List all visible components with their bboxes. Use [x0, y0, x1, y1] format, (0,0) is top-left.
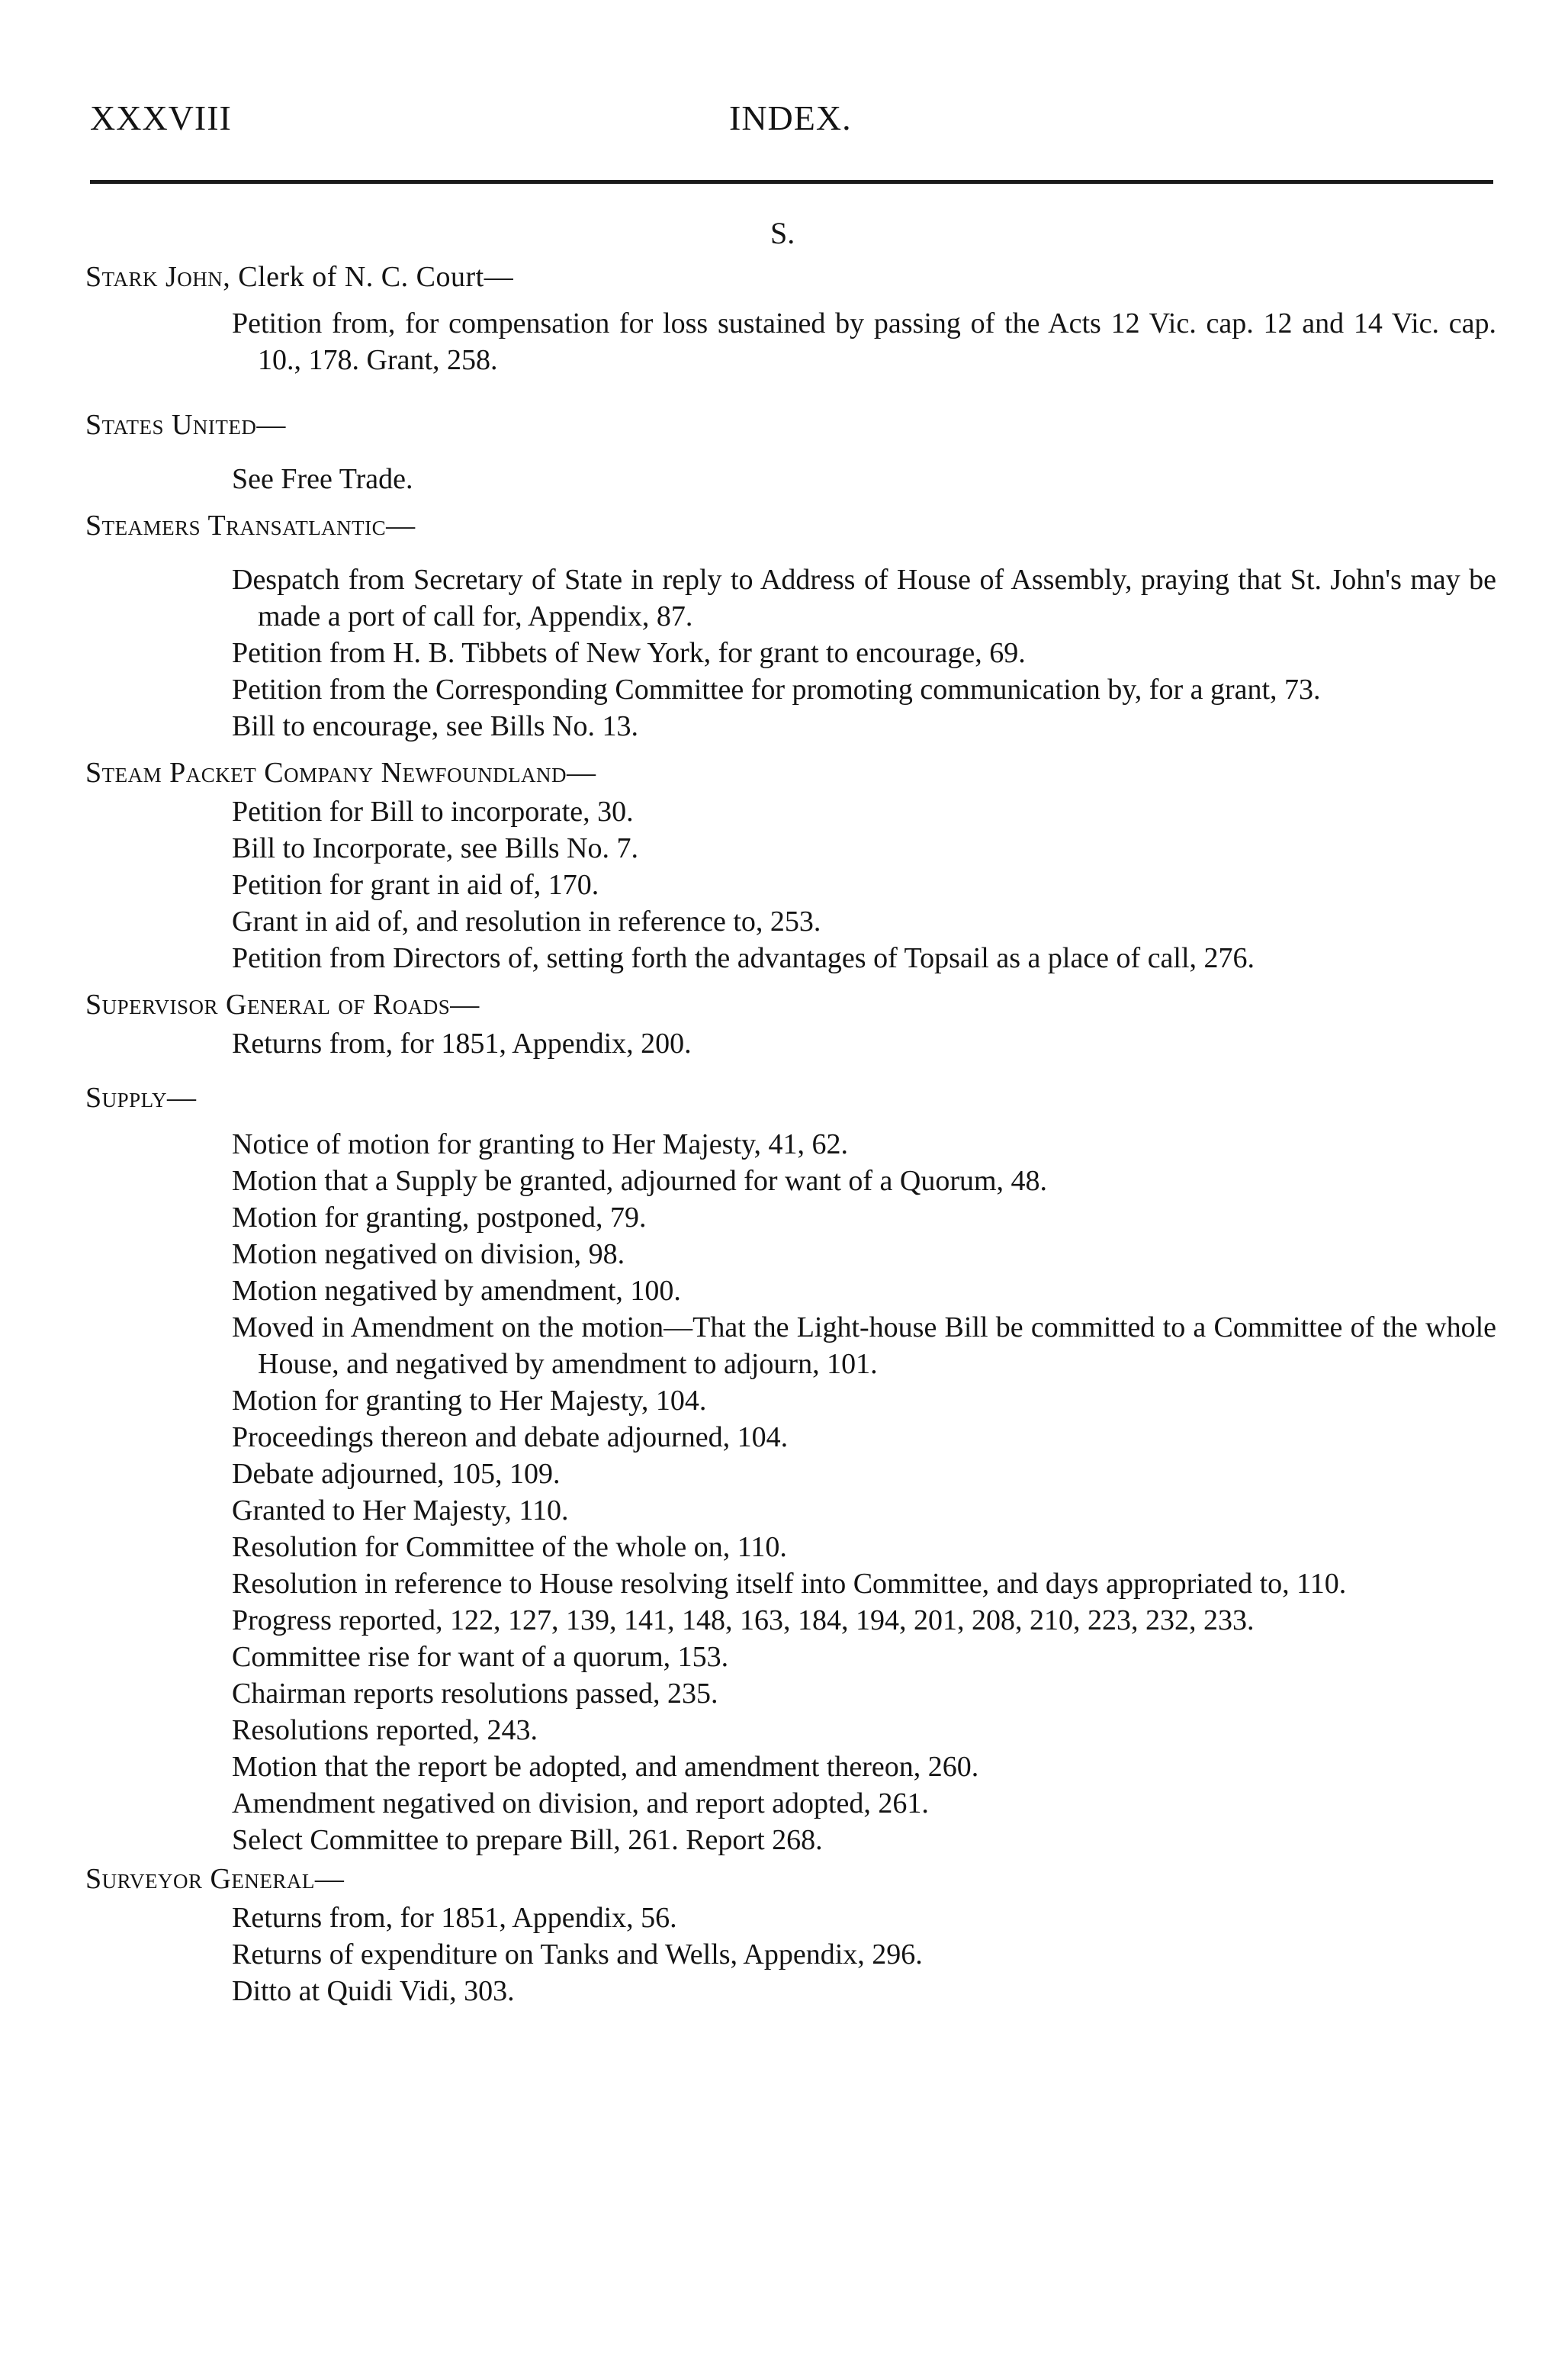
entry-heading [85, 404, 1496, 446]
entry-subitems [85, 793, 1496, 976]
page-number: XXXVIII [90, 98, 232, 137]
entry-heading [85, 1077, 1496, 1118]
index-entry-stark-john [85, 256, 1496, 378]
section-letter: S. [770, 216, 795, 250]
entry-subitems [85, 1126, 1496, 1858]
entry-heading [85, 505, 1496, 546]
list-item: Notice of motion for granting to Her Majesty, 41, 62. [232, 1128, 849, 1160]
entry-subitems [85, 1025, 1496, 1062]
index-entry-steamers-transatlantic [85, 505, 1496, 745]
list-item: Motion negatived on division, 98. [232, 1238, 625, 1270]
list-item: Progress reported, 122, 127, 139, 141, 148, 163, 184, 194, 201, 208, 210, 223, 232, 233. [232, 1604, 1255, 1636]
list-item: Petition for grant in aid of, 170. [232, 869, 599, 901]
list-item: Resolution for Committee of the whole on, 110. [232, 1531, 787, 1563]
header-rule [90, 180, 1493, 184]
list-item: Moved in Amendment on the motion—That the Light-house Bill be committed to a Committee of the whole House, and negatived by amendment to adjourn, 101. [232, 1311, 1496, 1380]
list-item: Returns from, for 1851, Appendix, 56. [232, 1902, 677, 1934]
entry-subitems [85, 461, 1496, 497]
entry-subitems [85, 1900, 1496, 2009]
list-item: Petition from the Corresponding Committee for promoting communication by, for a grant, 73. [232, 674, 1321, 706]
list-item: Debate adjourned, 105, 109. [232, 1458, 561, 1490]
entry-heading-name: Steam Packet Company Newfoundland— [85, 757, 596, 789]
list-item: Petition from Directors of, setting forth the advantages of Topsail as a place of call, 276. [232, 942, 1255, 974]
entry-subitems [85, 305, 1496, 378]
entry-subitems [85, 561, 1496, 745]
list-item: Motion that a Supply be granted, adjourned for want of a Quorum, 48. [232, 1165, 1048, 1197]
index-entry-supervisor-general-of-roads [85, 984, 1496, 1062]
list-item: Granted to Her Majesty, 110. [232, 1494, 569, 1527]
index-entry-surveyor-general [85, 1858, 1496, 2009]
list-item: Returns from, for 1851, Appendix, 200. [232, 1028, 692, 1060]
entry-heading-name: Surveyor General— [85, 1863, 345, 1895]
list-item: Despatch from Secretary of State in reply to Address of House of Assembly, praying that St. John's may be made a port of call for, Appendix, 87. [232, 564, 1496, 632]
list-item: Motion for granting to Her Majesty, 104. [232, 1385, 707, 1417]
list-item: Ditto at Quidi Vidi, 303. [232, 1975, 515, 2007]
entry-heading-name: States United— [85, 409, 286, 441]
list-item: Petition from, for compensation for loss sustained by passing of the Acts 12 Vic. cap. 12 and 14 Vic. cap. 10., 178. Grant, 258. [232, 307, 1496, 376]
index-body [85, 256, 1496, 2009]
entry-heading-name: Steamers Transatlantic— [85, 510, 416, 542]
entry-heading-name: Stark John, [85, 261, 231, 293]
list-item: Bill to Incorporate, see Bills No. 7. [232, 832, 638, 864]
list-item: Committee rise for want of a quorum, 153. [232, 1641, 729, 1673]
list-item: Petition for Bill to incorporate, 30. [232, 796, 634, 828]
list-item: Petition from H. B. Tibbets of New York, for grant to encourage, 69. [232, 637, 1026, 669]
entry-heading [85, 1858, 1496, 1900]
running-head [90, 98, 1493, 143]
entry-heading-name: Supervisor General of Roads— [85, 989, 480, 1021]
list-item: Bill to encourage, see Bills No. 13. [232, 710, 638, 742]
list-item: Chairman reports resolutions passed, 235. [232, 1678, 718, 1710]
entry-heading-name: Supply— [85, 1082, 197, 1114]
entry-heading [85, 256, 1496, 298]
index-entry-states-united [85, 404, 1496, 497]
list-item: Proceedings thereon and debate adjourned, 104. [232, 1421, 789, 1453]
list-item: Motion for granting, postponed, 79. [232, 1202, 647, 1234]
index-entry-steam-packet-company [85, 752, 1496, 976]
list-item: Grant in aid of, and resolution in reference to, 253. [232, 906, 821, 938]
list-item: See Free Trade. [232, 463, 413, 495]
entry-heading [85, 752, 1496, 793]
page-title: INDEX. [729, 98, 852, 137]
list-item: Amendment negatived on division, and report adopted, 261. [232, 1787, 929, 1819]
list-item: Select Committee to prepare Bill, 261. Report 268. [232, 1824, 823, 1856]
entry-heading [85, 984, 1496, 1025]
list-item: Motion that the report be adopted, and amendment thereon, 260. [232, 1751, 979, 1783]
list-item: Resolution in reference to House resolving itself into Committee, and days appropriated to, 110. [232, 1568, 1347, 1600]
entry-heading-detail: Clerk of N. C. Court— [230, 261, 514, 293]
list-item: Resolutions reported, 243. [232, 1714, 538, 1746]
list-item: Returns of expenditure on Tanks and Wells, Appendix, 296. [232, 1938, 923, 1971]
list-item: Motion negatived by amendment, 100. [232, 1275, 681, 1307]
index-entry-supply [85, 1077, 1496, 1858]
